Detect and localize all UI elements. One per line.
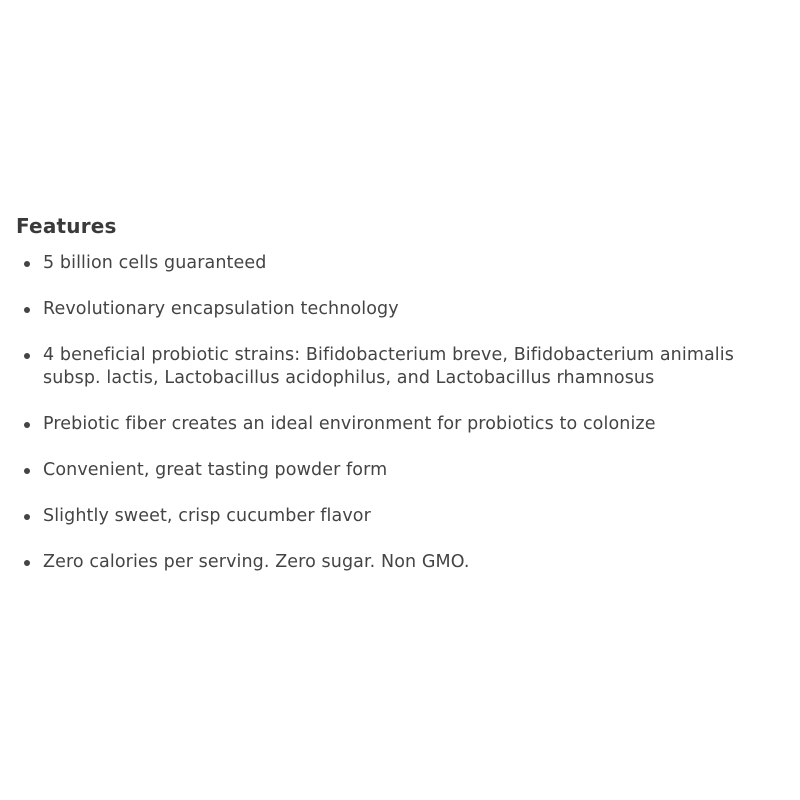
feature-text: Zero calories per serving. Zero sugar. Non GMO. — [43, 552, 470, 572]
bullet-icon — [24, 261, 30, 267]
features-heading: Features — [16, 214, 117, 238]
feature-list — [16, 252, 796, 574]
feature-item — [16, 252, 796, 275]
feature-item — [16, 505, 796, 528]
feature-item — [16, 344, 796, 390]
feature-item — [16, 298, 796, 321]
bullet-icon — [24, 468, 30, 474]
feature-item — [16, 459, 796, 482]
bullet-icon — [24, 560, 30, 566]
feature-text: 5 billion cells guaranteed — [43, 253, 267, 273]
feature-text: Prebiotic fiber creates an ideal environment for probiotics to colonize — [43, 414, 656, 434]
bullet-icon — [24, 422, 30, 428]
bullet-icon — [24, 353, 30, 359]
bullet-icon — [24, 307, 30, 313]
bullet-icon — [24, 514, 30, 520]
features-section — [16, 212, 796, 597]
feature-text: 4 beneficial probiotic strains: Bifidobacterium breve, Bifidobacterium animalis subsp. lactis, Lactobacillus acidophilus, and Lactobacillus rhamnosus — [43, 345, 734, 388]
feature-text: Convenient, great tasting powder form — [43, 460, 388, 480]
feature-item — [16, 551, 796, 574]
feature-item — [16, 413, 796, 436]
feature-text: Revolutionary encapsulation technology — [43, 299, 399, 319]
feature-text: Slightly sweet, crisp cucumber flavor — [43, 506, 371, 526]
